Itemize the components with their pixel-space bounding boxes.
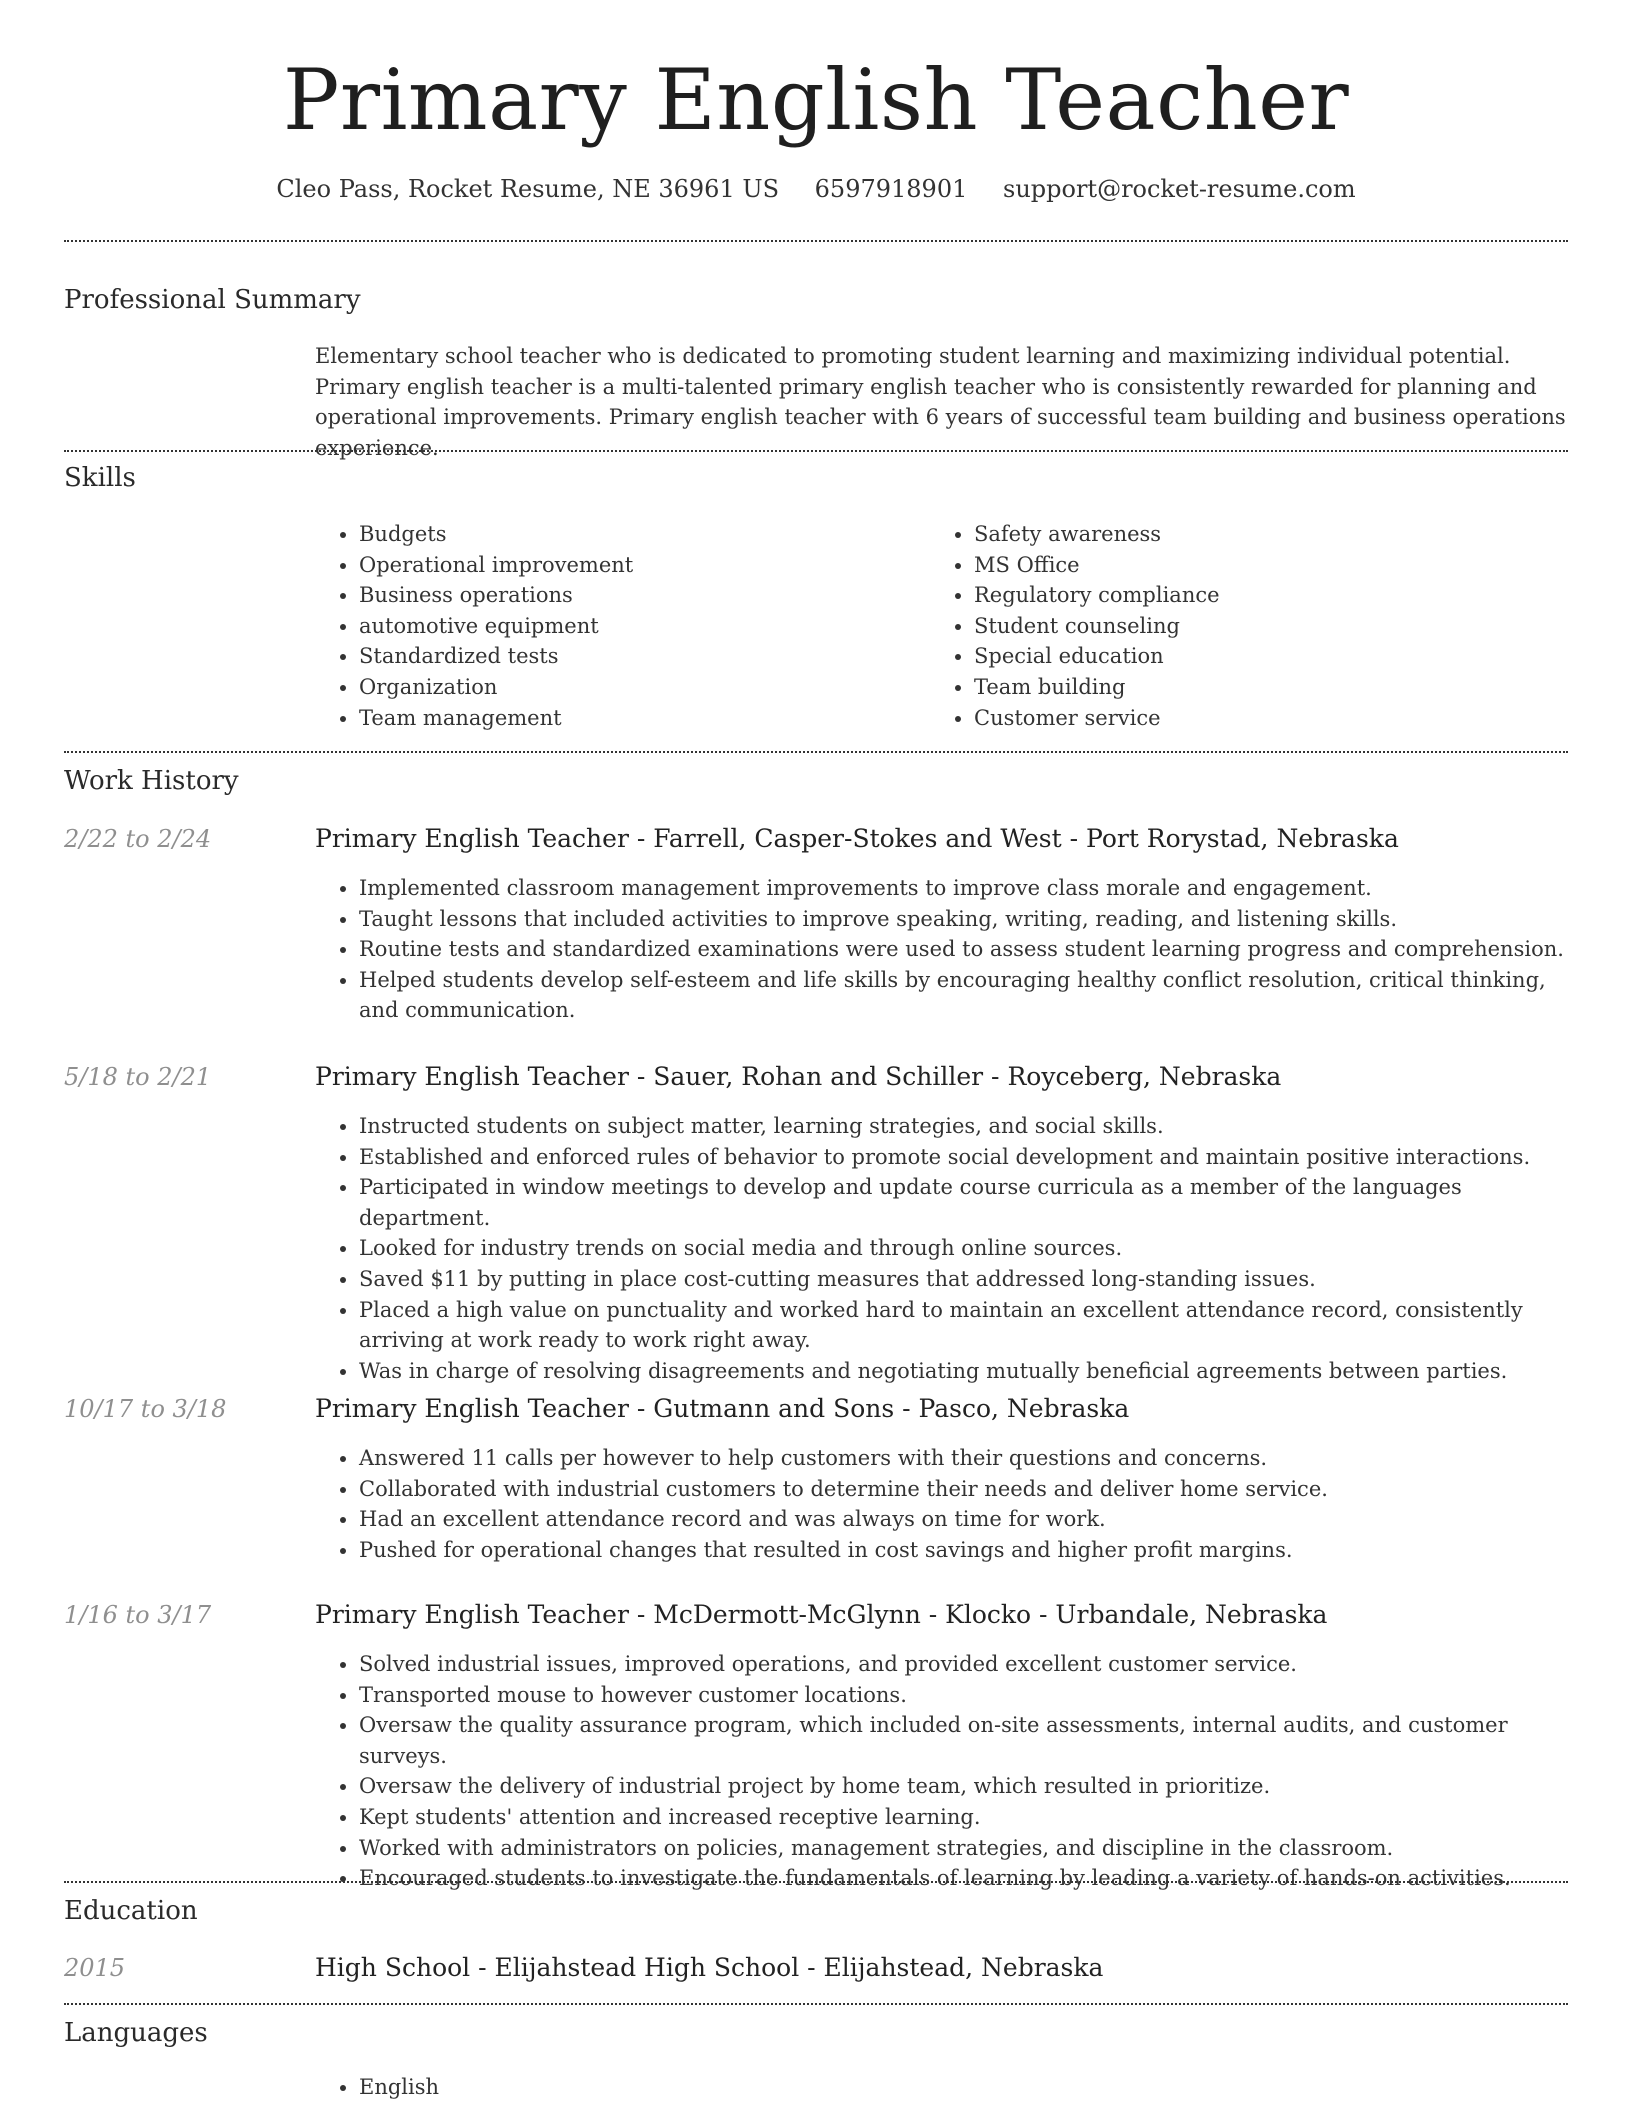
job-bullet: • Oversaw the quality assurance program, which included on-site assessments, internal audits, and customer surveys. bbox=[359, 1710, 1568, 1771]
education-heading: Education bbox=[64, 1896, 198, 1926]
skills-list-left bbox=[315, 519, 875, 733]
job-dates: 10/17 to 3/18 bbox=[64, 1395, 227, 1423]
job-bullets bbox=[315, 873, 1568, 1026]
section-divider bbox=[64, 1881, 1568, 1883]
job-bullet: • Helped students develop self-esteem and life skills by encouraging healthy conflict resolution, critical thinking, and communication. bbox=[359, 965, 1568, 1026]
skill-item: • Standardized tests bbox=[359, 641, 875, 672]
job-bullet: • Saved $11 by putting in place cost-cutting measures that addressed long-standing issues. bbox=[359, 1264, 1568, 1295]
skill-item: • Team building bbox=[974, 672, 1490, 703]
languages-list bbox=[315, 2072, 1568, 2103]
work-history-heading: Work History bbox=[64, 766, 239, 796]
skills-column-right bbox=[930, 519, 1490, 733]
job-bullet: • Participated in window meetings to develop and update course curricula as a member of the languages department. bbox=[359, 1172, 1568, 1233]
skill-item: • Operational improvement bbox=[359, 550, 875, 581]
education-entry: High School - Elijahstead High School - Elijahstead, Nebraska bbox=[315, 1953, 1104, 1982]
education-year: 2015 bbox=[64, 1954, 126, 1982]
job-bullet: • Encouraged students to investigate the fundamentals of learning by leading a variety of hands-on activities. bbox=[359, 1863, 1568, 1894]
skill-item: • Special education bbox=[974, 641, 1490, 672]
contact-address: Cleo Pass, Rocket Resume, NE 36961 US bbox=[276, 175, 780, 203]
summary-paragraph: Elementary school teacher who is dedicated to promoting student learning and maximizing individual potential. Primary english teacher is a multi-talented primary english teacher who is consistently rewarded for planning and operational improvements. Primary english teacher with 6 years of successful team building and business operations experience. bbox=[315, 344, 1566, 460]
section-divider bbox=[64, 751, 1568, 753]
job-bullets bbox=[315, 1443, 1568, 1565]
job-bullet: • Solved industrial issues, improved operations, and provided excellent customer service. bbox=[359, 1649, 1568, 1680]
job-bullet: • Kept students' attention and increased receptive learning. bbox=[359, 1802, 1568, 1833]
job-bullet: • Pushed for operational changes that resulted in cost savings and higher profit margins. bbox=[359, 1535, 1568, 1566]
contact-phone: 6597918901 bbox=[814, 175, 968, 203]
skill-item: • Organization bbox=[359, 672, 875, 703]
job-bullet: • Was in charge of resolving disagreements and negotiating mutually beneficial agreements between parties. bbox=[359, 1356, 1568, 1387]
summary-text bbox=[315, 341, 1568, 463]
job-bullet: • Established and enforced rules of behavior to promote social development and maintain positive interactions. bbox=[359, 1142, 1568, 1173]
job-bullet: • Oversaw the delivery of industrial project by home team, which resulted in prioritize. bbox=[359, 1771, 1568, 1802]
skill-item: • MS Office bbox=[974, 550, 1490, 581]
skill-item: • Student counseling bbox=[974, 611, 1490, 642]
job-dates: 5/18 to 2/21 bbox=[64, 1063, 212, 1091]
job-title: Primary English Teacher - Farrell, Casper-Stokes and West - Port Rorystad, Nebraska bbox=[315, 824, 1399, 853]
job-bullet: • Worked with administrators on policies, management strategies, and discipline in the classroom. bbox=[359, 1833, 1568, 1864]
skill-item: • automotive equipment bbox=[359, 611, 875, 642]
skills-column-left bbox=[315, 519, 875, 733]
job-title: Primary English Teacher - McDermott-McGlynn - Klocko - Urbandale, Nebraska bbox=[315, 1600, 1328, 1629]
contact-line bbox=[0, 172, 1632, 206]
job-bullet: • Taught lessons that included activities to improve speaking, writing, reading, and listening skills. bbox=[359, 904, 1568, 935]
job-bullet: • Looked for industry trends on social media and through online sources. bbox=[359, 1233, 1568, 1264]
job-title: Primary English Teacher - Gutmann and Sons - Pasco, Nebraska bbox=[315, 1394, 1130, 1423]
languages-heading: Languages bbox=[64, 2018, 208, 2048]
job-bullet: • Had an excellent attendance record and was always on time for work. bbox=[359, 1504, 1568, 1535]
section-divider bbox=[64, 240, 1568, 242]
skill-item: • Safety awareness bbox=[974, 519, 1490, 550]
job-bullets bbox=[315, 1649, 1568, 1894]
skill-item: • Team management bbox=[359, 703, 875, 734]
job-bullets bbox=[315, 1111, 1568, 1386]
skill-item: • Customer service bbox=[974, 703, 1490, 734]
skills-heading: Skills bbox=[64, 463, 136, 493]
contact-email: support@rocket-resume.com bbox=[1003, 175, 1356, 203]
job-dates: 1/16 to 3/17 bbox=[64, 1601, 212, 1629]
section-divider bbox=[64, 450, 1568, 452]
job-bullet: • Transported mouse to however customer locations. bbox=[359, 1680, 1568, 1711]
skill-item: • Regulatory compliance bbox=[974, 580, 1490, 611]
skills-list-right bbox=[930, 519, 1490, 733]
job-bullet: • Instructed students on subject matter, learning strategies, and social skills. bbox=[359, 1111, 1568, 1142]
skill-item: • Budgets bbox=[359, 519, 875, 550]
language-item: • English bbox=[359, 2072, 1568, 2103]
job-bullet: • Placed a high value on punctuality and worked hard to maintain an excellent attendance record, consistently arriving at work ready to work right away. bbox=[359, 1295, 1568, 1356]
job-dates: 2/22 to 2/24 bbox=[64, 825, 212, 853]
job-bullet: • Implemented classroom management improvements to improve class morale and engagement. bbox=[359, 873, 1568, 904]
job-title: Primary English Teacher - Sauer, Rohan and Schiller - Royceberg, Nebraska bbox=[315, 1062, 1282, 1091]
job-bullet: • Collaborated with industrial customers to determine their needs and deliver home service. bbox=[359, 1474, 1568, 1505]
summary-heading: Professional Summary bbox=[64, 285, 361, 315]
skill-item: • Business operations bbox=[359, 580, 875, 611]
resume-title: Primary English Teacher bbox=[282, 51, 1350, 149]
job-bullet: • Routine tests and standardized examinations were used to assess student learning progress and comprehension. bbox=[359, 934, 1568, 965]
section-divider bbox=[64, 2003, 1568, 2005]
job-bullet: • Answered 11 calls per however to help customers with their questions and concerns. bbox=[359, 1443, 1568, 1474]
